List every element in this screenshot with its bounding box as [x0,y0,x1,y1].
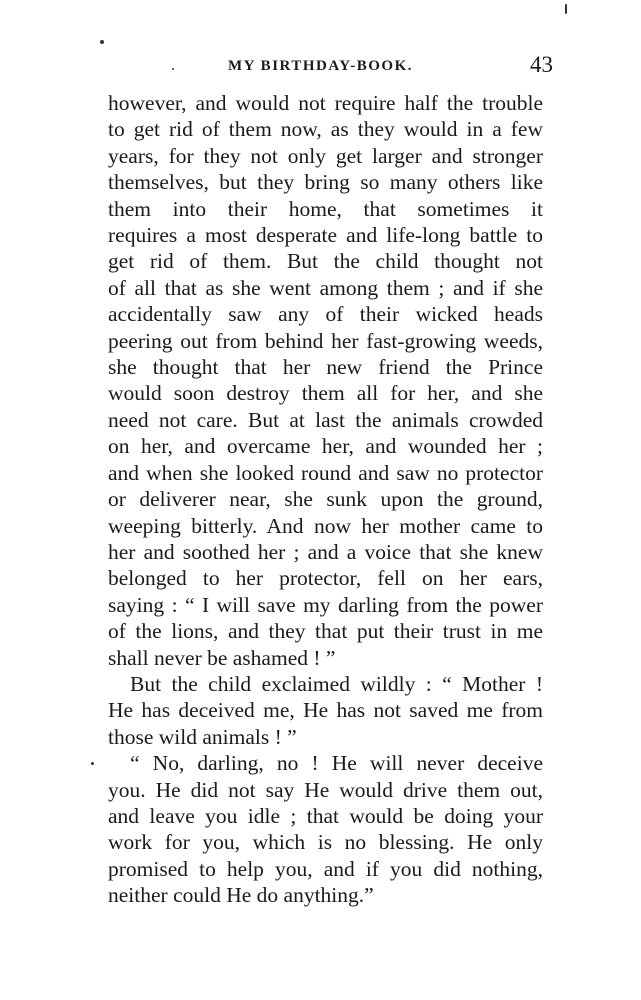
text-line: them into their home, that sometimes it [108,196,543,221]
paragraph [108,750,543,908]
text-line: requires a most desperate and life-long battle to [108,223,543,248]
text-line: those wild animals ! ” [108,724,297,749]
text-line: But the child exclaimed wildly : “ Mother ! [130,671,543,696]
text-line: work for you, which is no blessing. He only [108,830,543,855]
text-line: you. He did not say He would drive them out, [108,777,543,802]
text-line: her and soothed her ; and a voice that she knew [108,539,543,564]
text-line: on her, and overcame her, and wounded her ; [108,434,543,459]
text-line: would soon destroy them all for her, and she [108,381,543,406]
text-line: belonged to her protector, fell on her ears, [108,566,543,591]
text-line: she thought that her new friend the Prince [108,355,543,380]
running-title: MY BIRTHDAY-BOOK. [228,58,413,74]
paragraph [108,90,543,671]
text-line: and leave you idle ; that would be doing your [108,803,543,828]
text-line: “ No, darling, no ! He will never deceive [130,751,543,776]
print-speck [565,4,567,14]
text-line: peering out from behind her fast-growing weeds, [108,328,543,353]
text-line: need not care. But at last the animals crowded [108,407,543,432]
print-speck [91,762,94,765]
text-line: He has deceived me, He has not saved me from [108,698,543,723]
running-head [0,52,641,82]
text-line: years, for they not only get larger and stronger [108,143,543,168]
text-line: to get rid of them now, as they would in a few [108,117,543,142]
text-line: and when she looked round and saw no protector [108,460,543,485]
print-speck [100,40,104,44]
text-line: or deliverer near, she sunk upon the ground, [108,487,543,512]
text-line: saying : “ I will save my darling from the power [108,592,543,617]
text-line: promised to help you, and if you did nothing, [108,856,543,881]
text-line: of all that as she went among them ; and if she [108,275,543,300]
paragraph [108,671,543,750]
text-line: however, and would not require half the trouble [108,91,543,115]
body-text [108,90,543,909]
text-line: shall never be ashamed ! ” [108,645,336,670]
text-line: weeping bitterly. And now her mother came to [108,513,543,538]
text-line: of the lions, and they that put their trust in me [108,619,543,644]
text-line: accidentally saw any of their wicked heads [108,302,543,327]
text-line: themselves, but they bring so many others like [108,170,543,195]
page-number: 43 [530,52,553,77]
text-line: get rid of them. But the child thought not [108,249,543,274]
text-line: neither could He do anything.” [108,883,374,908]
